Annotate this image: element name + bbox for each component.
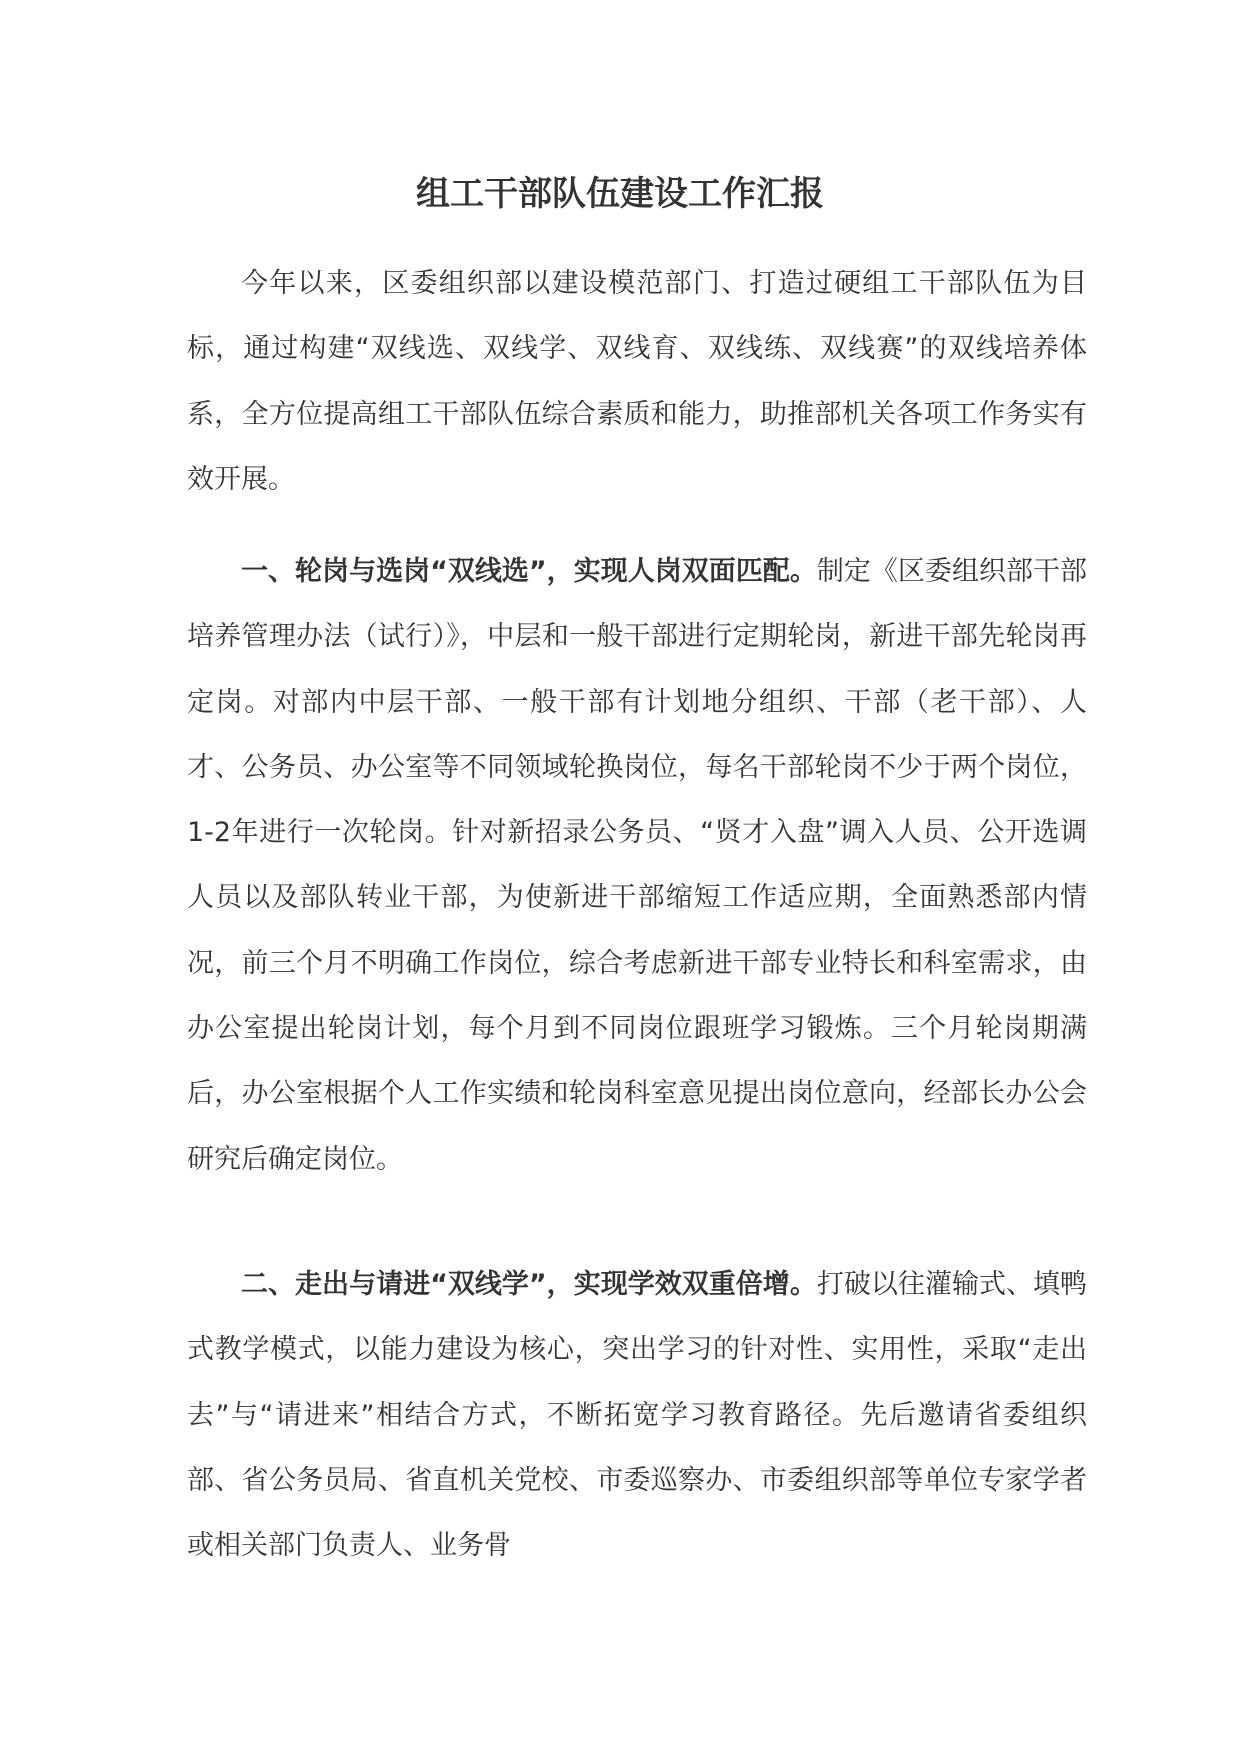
paragraph-section-1 [187,539,1087,1192]
paragraph-intro [187,251,1087,512]
section-heading: 一、轮岗与选岗“双线选”，实现人岗双面匹配。 [241,556,817,587]
document-title: 组工干部队伍建设工作汇报 [416,174,824,214]
paragraph-body: 制定《区委组织部干部培养管理办法（试行）》，中层和一般干部进行定期轮岗，新进干部先轮岗再定岗。对部内中层干部、一般干部有计划地分组织、干部（老干部）、人才、公务员、办公室等不同领域轮换岗位，每名干部轮岗不少于两个岗位，1-2年进行一次轮岗。针对新招录公务员、“贤才入盘”调入人员、公开选调人员以及部队转业干部，为使新进干部缩短工作适应期，全面熟悉部内情况，前三个月不明确工作岗位，综合考虑新进干部专业特长和科室需求，由办公室提出轮岗计划，每个月到不同岗位跟班学习锻炼。三个月轮岗期满后，办公室根据个人工作实绩和轮岗科室意见提出岗位意向，经部长办公会研究后确定岗位。 [187,556,1088,1175]
paragraph-section-2 [187,1252,1087,1578]
section-heading: 二、走出与请进“双线学”，实现学效双重倍增。 [241,1269,817,1300]
paragraph-body: 打破以往灌输式、填鸭式教学模式，以能力建设为核心，突出学习的针对性、实用性，采取“走出去”与“请进来”相结合方式，不断拓宽学习教育路径。先后邀请省委组织部、省公务员局、省直机关党校、市委巡察办、市委组织部等单位专家学者或相关部门负责人、业务骨 [187,1269,1088,1562]
paragraph-body: 今年以来，区委组织部以建设模范部门、打造过硬组工干部队伍为目标，通过构建“双线选、双线学、双线育、双线练、双线赛”的双线培养体系，全方位提高组工干部队伍综合素质和能力，助推部机关各项工作务实有效开展。 [187,268,1087,495]
